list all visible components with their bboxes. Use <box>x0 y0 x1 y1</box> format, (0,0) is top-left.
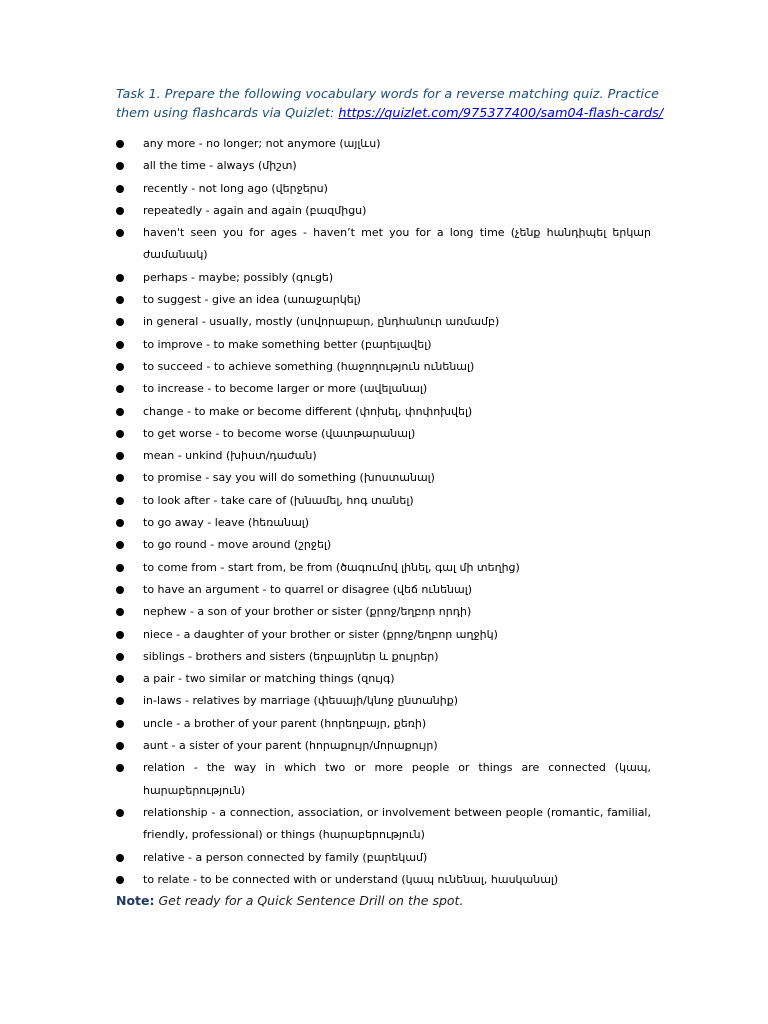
bullet-icon <box>116 207 124 215</box>
vocab-item: siblings - brothers and sisters (եղբայրներ և քույրեր) <box>0 646 651 668</box>
note-label: Note: <box>116 893 155 908</box>
bullet-icon <box>116 474 124 482</box>
vocab-item: to have an argument - to quarrel or disagree (վեճ ունենալ) <box>0 579 651 601</box>
vocab-item: aunt - a sister of your parent (հորաքույր/մորաքույր) <box>0 735 651 757</box>
vocab-item: change - to make or become different (փոխել, փոփոխվել) <box>0 401 651 423</box>
vocab-item: a pair - two similar or matching things (զույգ) <box>0 668 651 690</box>
vocab-item: relative - a person connected by family (բարեկամ) <box>0 847 651 869</box>
bullet-icon <box>116 764 124 772</box>
bullet-icon <box>116 185 124 193</box>
vocab-item: relationship - a connection, association, or involvement between people (romantic, familial, friendly, professional) or things (հարաբերություն) <box>0 802 651 847</box>
bullet-icon <box>116 586 124 594</box>
bullet-icon <box>116 408 124 416</box>
bullet-icon <box>116 631 124 639</box>
vocab-item: perhaps - maybe; possibly (գուցե) <box>0 267 651 289</box>
vocab-item: mean - unkind (խիստ/դաժան) <box>0 445 651 467</box>
bullet-icon <box>116 229 124 237</box>
vocab-item: to go round - move around (շրջել) <box>0 534 651 556</box>
vocab-item: in general - usually, mostly (սովորաբար, ընդհանուր առմամբ) <box>0 311 651 333</box>
note-text: Get ready for a Quick Sentence Drill on the spot. <box>158 893 464 908</box>
vocab-item: niece - a daughter of your brother or sister (քրոջ/եղբոր աղջիկ) <box>0 624 651 646</box>
bullet-icon <box>116 430 124 438</box>
bullet-icon <box>116 541 124 549</box>
vocab-item: to relate - to be connected with or understand (կապ ունենալ, հասկանալ) <box>0 869 651 891</box>
task-title: Task 1. Prepare the following vocabulary words for a reverse matching quiz. Practice them using flashcards via Quizlet: <box>116 87 659 121</box>
bullet-icon <box>116 341 124 349</box>
vocab-item: uncle - a brother of your parent (հորեղբայր, քեռի) <box>0 713 651 735</box>
bullet-icon <box>116 608 124 616</box>
bullet-icon <box>116 742 124 750</box>
vocab-item: all the time - always (միշտ) <box>0 155 651 177</box>
vocab-item: to improve - to make something better (բարելավել) <box>0 334 651 356</box>
bullet-icon <box>116 497 124 505</box>
bullet-icon <box>116 162 124 170</box>
note <box>116 891 463 911</box>
bullet-icon <box>116 675 124 683</box>
bullet-icon <box>116 809 124 817</box>
bullet-icon <box>116 697 124 705</box>
vocab-item: in-laws - relatives by marriage (փեսայի/կնոջ ընտանիք) <box>0 690 651 712</box>
bullet-icon <box>116 274 124 282</box>
vocab-item: relation - the way in which two or more people or things are connected (կապ, հարաբերություն) <box>0 757 651 802</box>
task-instruction <box>116 85 666 123</box>
vocab-item: to get worse - to become worse (վատթարանալ) <box>0 423 651 445</box>
vocab-item: to suggest - give an idea (առաջարկել) <box>0 289 651 311</box>
vocab-item: any more - no longer; not anymore (այլևս) <box>0 133 651 155</box>
bullet-icon <box>116 140 124 148</box>
vocab-item: to promise - say you will do something (խոստանալ) <box>0 467 651 489</box>
vocab-item: nephew - a son of your brother or sister (քրոջ/եղբոր որդի) <box>0 601 651 623</box>
vocab-item: to go away - leave (հեռանալ) <box>0 512 651 534</box>
vocab-item: haven't seen you for ages - haven’t met you for a long time (չենք հանդիպել երկար ժամանակ) <box>0 222 651 267</box>
bullet-icon <box>116 564 124 572</box>
bullet-icon <box>116 296 124 304</box>
vocab-item: to come from - start from, be from (ծագումով լինել, գալ մի տեղից) <box>0 557 651 579</box>
vocab-item: to increase - to become larger or more (ավելանալ) <box>0 378 651 400</box>
bullet-icon <box>116 385 124 393</box>
bullet-icon <box>116 452 124 460</box>
bullet-icon <box>116 876 124 884</box>
vocab-item: to succeed - to achieve something (հաջողություն ունենալ) <box>0 356 651 378</box>
vocab-item: recently - not long ago (վերջերս) <box>0 178 651 200</box>
vocabulary-list <box>0 133 768 891</box>
bullet-icon <box>116 854 124 862</box>
bullet-icon <box>116 363 124 371</box>
bullet-icon <box>116 720 124 728</box>
bullet-icon <box>116 653 124 661</box>
bullet-icon <box>116 519 124 527</box>
vocab-item: repeatedly - again and again (բազմիցս) <box>0 200 651 222</box>
vocab-item: to look after - take care of (խնամել, հոգ տանել) <box>0 490 651 512</box>
quizlet-link[interactable]: https://quizlet.com/975377400/sam04-flash-cards/ <box>338 106 664 121</box>
bullet-icon <box>116 318 124 326</box>
